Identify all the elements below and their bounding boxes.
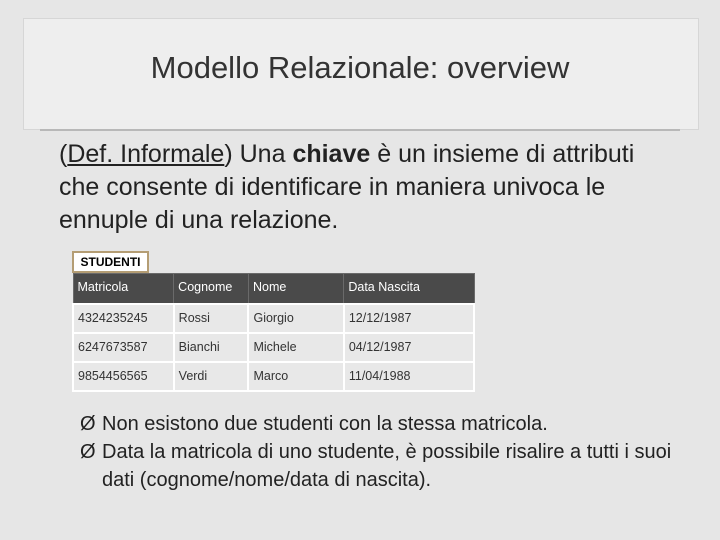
arrow-bullet-icon: Ø [80, 413, 96, 435]
cell-nome: Marco [248, 362, 343, 391]
cell-cognome: Rossi [174, 304, 249, 333]
slide-title: Modello Relazionale: overview [150, 50, 570, 85]
header-cognome: Cognome [174, 274, 249, 304]
cell-matricola: 9854456565 [73, 362, 174, 391]
bullet-item [80, 410, 680, 438]
students-table [72, 273, 475, 392]
definition-connector: ) Una [224, 140, 293, 168]
cell-data-nascita: 11/04/1988 [344, 362, 474, 391]
cell-data-nascita: 04/12/1987 [344, 333, 474, 362]
header-data-nascita: Data Nascita [344, 274, 474, 304]
cell-matricola: 4324235245 [73, 304, 174, 333]
cell-matricola: 6247673587 [73, 333, 174, 362]
cell-data-nascita: 12/12/1987 [344, 304, 474, 333]
keyword-chiave: chiave [292, 140, 371, 168]
table-name-label: STUDENTI [72, 251, 149, 273]
title-divider [40, 129, 680, 131]
bullet-text: Data la matricola di uno studente, è possibile risalire a tutti i suoi dati (cognome/nome/data di nascita). [102, 441, 672, 491]
table-row [73, 304, 474, 333]
cell-cognome: Verdi [174, 362, 249, 391]
bullet-text: Non esistono due studenti con la stessa matricola. [102, 413, 548, 435]
cell-cognome: Bianchi [174, 333, 249, 362]
bullet-item [80, 438, 680, 494]
bullet-list [80, 410, 680, 494]
definition-text [59, 138, 679, 237]
definition-label: Def. Informale [67, 140, 225, 168]
open-paren: ( [59, 140, 68, 168]
definition-rest: è un insieme di attributi che consente di identificare in maniera univoca le ennuple di una relazione. [59, 140, 635, 234]
header-matricola: Matricola [73, 274, 174, 304]
header-nome: Nome [248, 274, 343, 304]
table-header-row [73, 274, 474, 304]
cell-nome: Giorgio [248, 304, 343, 333]
table-row [73, 333, 474, 362]
cell-nome: Michele [248, 333, 343, 362]
table-row [73, 362, 474, 391]
arrow-bullet-icon: Ø [80, 441, 96, 463]
